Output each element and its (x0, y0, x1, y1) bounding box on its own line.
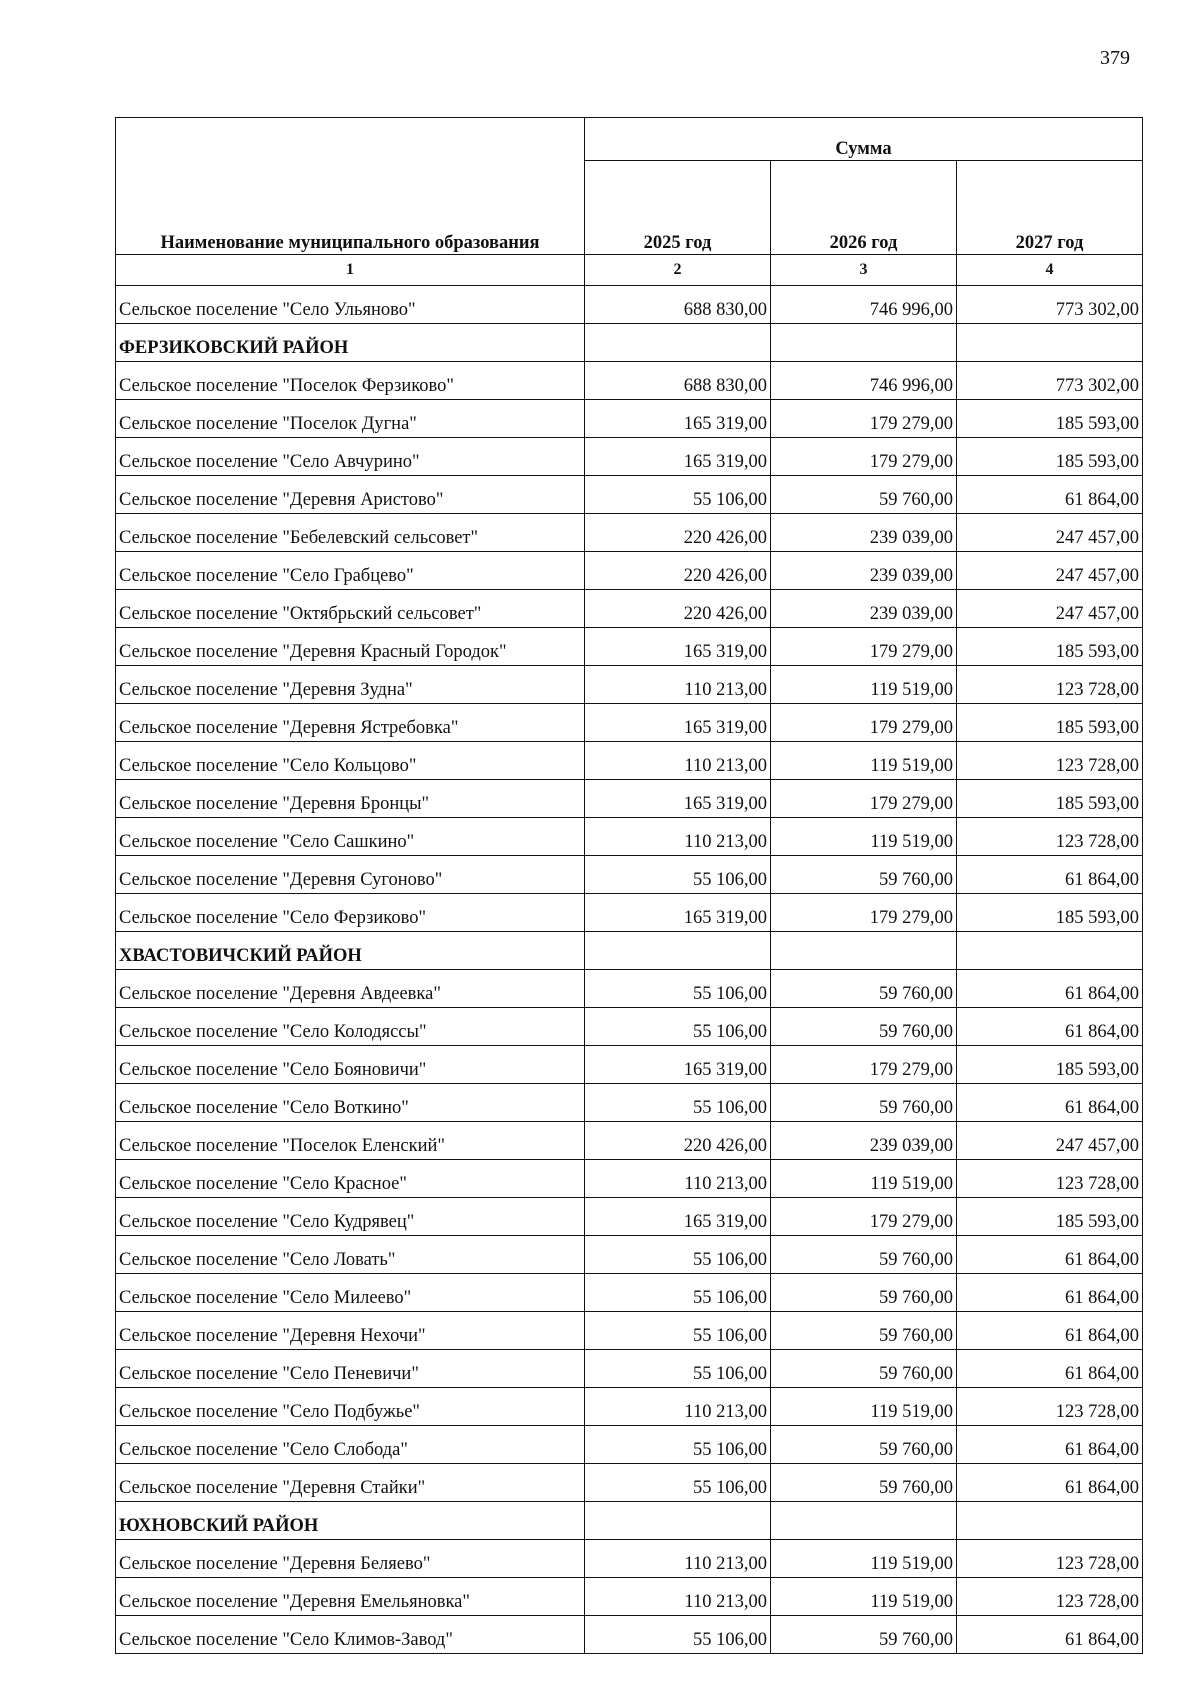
settlement-name: Сельское поселение "Село Пеневичи" (116, 1350, 585, 1388)
amount-2027: 123 728,00 (957, 818, 1143, 856)
amount-2027: 247 457,00 (957, 590, 1143, 628)
amount-2026: 239 039,00 (771, 514, 957, 552)
settlement-name: Сельское поселение "Октябрьский сельсовет" (116, 590, 585, 628)
amount-2027: 123 728,00 (957, 1388, 1143, 1426)
amount-2027: 185 593,00 (957, 894, 1143, 932)
settlement-name: Сельское поселение "Село Кудрявец" (116, 1198, 585, 1236)
district-header-row (116, 1502, 1143, 1540)
amount-2026: 239 039,00 (771, 1122, 957, 1160)
table-row (116, 552, 1143, 590)
table-row (116, 476, 1143, 514)
header-year-2027: 2027 год (957, 161, 1143, 255)
header-year-2026: 2026 год (771, 161, 957, 255)
settlement-name: Сельское поселение "Деревня Емельяновка" (116, 1578, 585, 1616)
amount-2026: 179 279,00 (771, 894, 957, 932)
amount-2027: 247 457,00 (957, 1122, 1143, 1160)
amount-2025: 110 213,00 (585, 1388, 771, 1426)
amount-2026: 59 760,00 (771, 1312, 957, 1350)
table-row (116, 400, 1143, 438)
amount-2025: 110 213,00 (585, 1540, 771, 1578)
amount-2026: 119 519,00 (771, 666, 957, 704)
settlement-name: Сельское поселение "Село Колодяссы" (116, 1008, 585, 1046)
amount-2026: 119 519,00 (771, 742, 957, 780)
amount-2025: 165 319,00 (585, 1046, 771, 1084)
table-row (116, 286, 1143, 324)
empty-cell (957, 324, 1143, 362)
district-name: ЮХНОВСКИЙ РАЙОН (116, 1502, 585, 1540)
settlement-name: Сельское поселение "Село Грабцево" (116, 552, 585, 590)
amount-2026: 59 760,00 (771, 476, 957, 514)
settlement-name: Сельское поселение "Село Ферзиково" (116, 894, 585, 932)
amount-2025: 55 106,00 (585, 1350, 771, 1388)
budget-table (115, 117, 1143, 1654)
amount-2026: 239 039,00 (771, 590, 957, 628)
amount-2026: 59 760,00 (771, 1236, 957, 1274)
table-row (116, 1198, 1143, 1236)
amount-2026: 59 760,00 (771, 970, 957, 1008)
settlement-name: Сельское поселение "Деревня Бронцы" (116, 780, 585, 818)
settlement-name: Сельское поселение "Деревня Нехочи" (116, 1312, 585, 1350)
amount-2027: 61 864,00 (957, 1084, 1143, 1122)
column-number: 2 (585, 255, 771, 286)
column-numbers-row (116, 255, 1143, 286)
amount-2027: 61 864,00 (957, 1008, 1143, 1046)
table-row (116, 1312, 1143, 1350)
amount-2025: 165 319,00 (585, 438, 771, 476)
table-row (116, 590, 1143, 628)
table-row (116, 362, 1143, 400)
amount-2026: 239 039,00 (771, 552, 957, 590)
amount-2025: 165 319,00 (585, 780, 771, 818)
settlement-name: Сельское поселение "Поселок Еленский" (116, 1122, 585, 1160)
amount-2026: 59 760,00 (771, 1084, 957, 1122)
settlement-name: Сельское поселение "Село Кольцово" (116, 742, 585, 780)
settlement-name: Сельское поселение "Деревня Красный Городок" (116, 628, 585, 666)
amount-2025: 55 106,00 (585, 1312, 771, 1350)
amount-2026: 119 519,00 (771, 818, 957, 856)
amount-2027: 185 593,00 (957, 1046, 1143, 1084)
empty-cell (957, 932, 1143, 970)
amount-2025: 55 106,00 (585, 476, 771, 514)
amount-2027: 185 593,00 (957, 1198, 1143, 1236)
amount-2026: 179 279,00 (771, 438, 957, 476)
table-row (116, 1350, 1143, 1388)
settlement-name: Сельское поселение "Село Климов-Завод" (116, 1616, 585, 1654)
settlement-name: Сельское поселение "Деревня Зудна" (116, 666, 585, 704)
amount-2027: 123 728,00 (957, 742, 1143, 780)
page-number: 379 (1100, 47, 1130, 69)
table-row (116, 514, 1143, 552)
settlement-name: Сельское поселение "Село Красное" (116, 1160, 585, 1198)
amount-2025: 165 319,00 (585, 400, 771, 438)
settlement-name: Сельское поселение "Деревня Беляево" (116, 1540, 585, 1578)
table-row (116, 1540, 1143, 1578)
header-sum: Сумма (585, 118, 1143, 161)
amount-2026: 179 279,00 (771, 780, 957, 818)
empty-cell (771, 932, 957, 970)
district-header-row (116, 932, 1143, 970)
table-row (116, 704, 1143, 742)
amount-2025: 55 106,00 (585, 1426, 771, 1464)
amount-2025: 55 106,00 (585, 1008, 771, 1046)
amount-2026: 179 279,00 (771, 1046, 957, 1084)
district-name: ХВАСТОВИЧСКИЙ РАЙОН (116, 932, 585, 970)
header-name-column: Наименование муниципального образования (116, 118, 585, 255)
amount-2026: 179 279,00 (771, 704, 957, 742)
amount-2027: 61 864,00 (957, 476, 1143, 514)
settlement-name: Сельское поселение "Село Слобода" (116, 1426, 585, 1464)
table-row (116, 1236, 1143, 1274)
settlement-name: Сельское поселение "Село Бояновичи" (116, 1046, 585, 1084)
amount-2027: 247 457,00 (957, 552, 1143, 590)
amount-2027: 185 593,00 (957, 780, 1143, 818)
amount-2027: 61 864,00 (957, 856, 1143, 894)
amount-2027: 61 864,00 (957, 1236, 1143, 1274)
amount-2026: 119 519,00 (771, 1540, 957, 1578)
amount-2026: 59 760,00 (771, 1274, 957, 1312)
amount-2025: 110 213,00 (585, 666, 771, 704)
table-row (116, 780, 1143, 818)
amount-2025: 55 106,00 (585, 856, 771, 894)
table-row (116, 1084, 1143, 1122)
table-row (116, 1008, 1143, 1046)
amount-2025: 55 106,00 (585, 1236, 771, 1274)
empty-cell (957, 1502, 1143, 1540)
amount-2026: 59 760,00 (771, 856, 957, 894)
table-row (116, 1578, 1143, 1616)
amount-2027: 185 593,00 (957, 628, 1143, 666)
table-body (116, 286, 1143, 1654)
amount-2027: 185 593,00 (957, 400, 1143, 438)
amount-2025: 110 213,00 (585, 1578, 771, 1616)
settlement-name: Сельское поселение "Поселок Ферзиково" (116, 362, 585, 400)
amount-2026: 59 760,00 (771, 1350, 957, 1388)
amount-2025: 55 106,00 (585, 1616, 771, 1654)
amount-2025: 165 319,00 (585, 628, 771, 666)
table-row (116, 1122, 1143, 1160)
settlement-name: Сельское поселение "Деревня Аристово" (116, 476, 585, 514)
empty-cell (585, 1502, 771, 1540)
table-row (116, 1046, 1143, 1084)
amount-2027: 61 864,00 (957, 1350, 1143, 1388)
settlement-name: Сельское поселение "Село Авчурино" (116, 438, 585, 476)
amount-2026: 746 996,00 (771, 362, 957, 400)
table-header (116, 118, 1143, 286)
table-row (116, 666, 1143, 704)
amount-2026: 59 760,00 (771, 1008, 957, 1046)
amount-2026: 59 760,00 (771, 1464, 957, 1502)
settlement-name: Сельское поселение "Село Милеево" (116, 1274, 585, 1312)
amount-2027: 185 593,00 (957, 438, 1143, 476)
amount-2025: 688 830,00 (585, 286, 771, 324)
amount-2025: 165 319,00 (585, 894, 771, 932)
amount-2025: 220 426,00 (585, 552, 771, 590)
amount-2025: 55 106,00 (585, 1084, 771, 1122)
amount-2026: 179 279,00 (771, 628, 957, 666)
amount-2025: 55 106,00 (585, 1274, 771, 1312)
amount-2027: 123 728,00 (957, 1540, 1143, 1578)
settlement-name: Сельское поселение "Село Ульяново" (116, 286, 585, 324)
table-row (116, 1274, 1143, 1312)
amount-2027: 61 864,00 (957, 1426, 1143, 1464)
table-row (116, 742, 1143, 780)
amount-2026: 746 996,00 (771, 286, 957, 324)
amount-2027: 61 864,00 (957, 970, 1143, 1008)
table-row (116, 1160, 1143, 1198)
amount-2025: 688 830,00 (585, 362, 771, 400)
amount-2027: 123 728,00 (957, 1578, 1143, 1616)
table-row (116, 1426, 1143, 1464)
amount-2027: 61 864,00 (957, 1274, 1143, 1312)
column-number: 3 (771, 255, 957, 286)
amount-2027: 61 864,00 (957, 1464, 1143, 1502)
column-number: 4 (957, 255, 1143, 286)
amount-2027: 247 457,00 (957, 514, 1143, 552)
table-row (116, 818, 1143, 856)
amount-2027: 61 864,00 (957, 1312, 1143, 1350)
table-row (116, 1616, 1143, 1654)
settlement-name: Сельское поселение "Село Подбужье" (116, 1388, 585, 1426)
amount-2025: 110 213,00 (585, 1160, 771, 1198)
amount-2025: 55 106,00 (585, 970, 771, 1008)
column-number: 1 (116, 255, 585, 286)
settlement-name: Сельское поселение "Село Ловать" (116, 1236, 585, 1274)
amount-2026: 119 519,00 (771, 1578, 957, 1616)
amount-2025: 165 319,00 (585, 1198, 771, 1236)
amount-2025: 220 426,00 (585, 590, 771, 628)
settlement-name: Сельское поселение "Бебелевский сельсовет" (116, 514, 585, 552)
amount-2025: 110 213,00 (585, 742, 771, 780)
amount-2027: 773 302,00 (957, 286, 1143, 324)
district-header-row (116, 324, 1143, 362)
amount-2025: 55 106,00 (585, 1464, 771, 1502)
empty-cell (585, 932, 771, 970)
amount-2025: 220 426,00 (585, 514, 771, 552)
amount-2025: 165 319,00 (585, 704, 771, 742)
empty-cell (585, 324, 771, 362)
amount-2027: 123 728,00 (957, 666, 1143, 704)
settlement-name: Сельское поселение "Деревня Сугоново" (116, 856, 585, 894)
table-row (116, 970, 1143, 1008)
settlement-name: Сельское поселение "Село Сашкино" (116, 818, 585, 856)
table-row (116, 1388, 1143, 1426)
amount-2027: 61 864,00 (957, 1616, 1143, 1654)
settlement-name: Сельское поселение "Поселок Дугна" (116, 400, 585, 438)
amount-2026: 59 760,00 (771, 1426, 957, 1464)
table-row (116, 894, 1143, 932)
amount-2027: 185 593,00 (957, 704, 1143, 742)
table-row (116, 438, 1143, 476)
table-row (116, 856, 1143, 894)
table-row (116, 1464, 1143, 1502)
amount-2026: 119 519,00 (771, 1388, 957, 1426)
amount-2025: 110 213,00 (585, 818, 771, 856)
amount-2026: 59 760,00 (771, 1616, 957, 1654)
empty-cell (771, 1502, 957, 1540)
amount-2025: 220 426,00 (585, 1122, 771, 1160)
district-name: ФЕРЗИКОВСКИЙ РАЙОН (116, 324, 585, 362)
settlement-name: Сельское поселение "Деревня Стайки" (116, 1464, 585, 1502)
amount-2026: 179 279,00 (771, 1198, 957, 1236)
amount-2026: 179 279,00 (771, 400, 957, 438)
amount-2027: 773 302,00 (957, 362, 1143, 400)
settlement-name: Сельское поселение "Деревня Авдеевка" (116, 970, 585, 1008)
header-year-2025: 2025 год (585, 161, 771, 255)
amount-2027: 123 728,00 (957, 1160, 1143, 1198)
amount-2026: 119 519,00 (771, 1160, 957, 1198)
settlement-name: Сельское поселение "Деревня Ястребовка" (116, 704, 585, 742)
settlement-name: Сельское поселение "Село Воткино" (116, 1084, 585, 1122)
table-row (116, 628, 1143, 666)
empty-cell (771, 324, 957, 362)
